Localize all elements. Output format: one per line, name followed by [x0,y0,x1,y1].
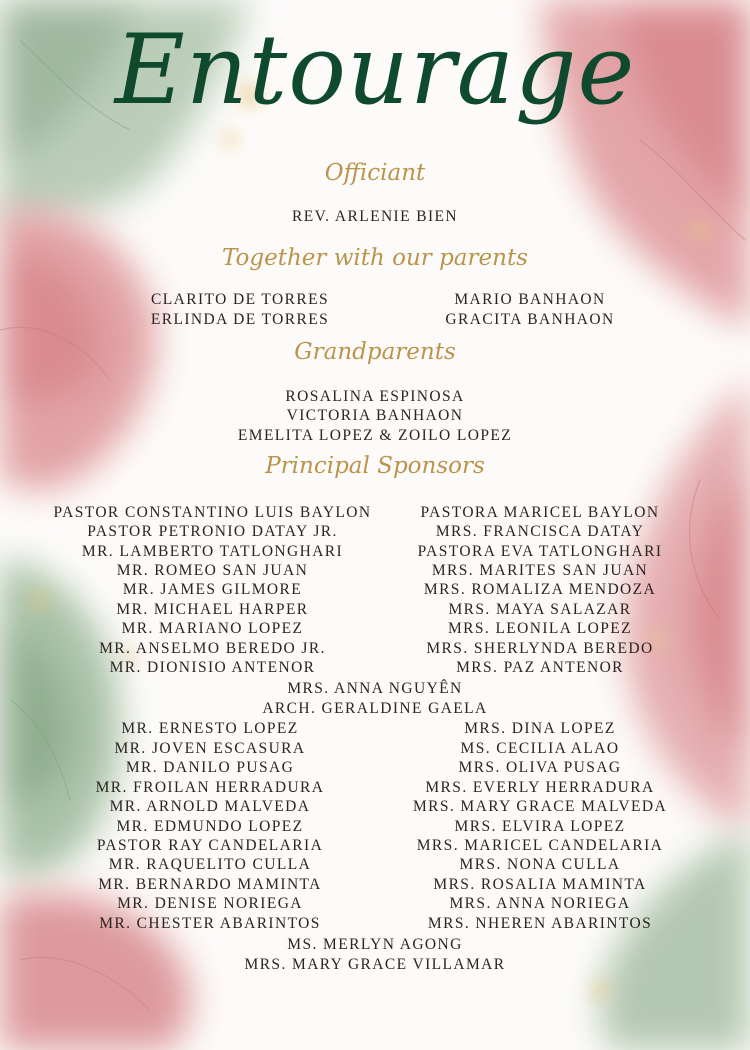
sponsor-single: MRS. MARY GRACE VILLAMAR [244,956,506,973]
sponsor-right: MRS. FRANCISCA DATAY [435,523,645,540]
sponsor-left: MR. ANSELMO BEREDO JR. [99,640,326,657]
sponsor-right: MRS. NONA CULLA [459,856,621,873]
sponsor-left: MR. RAQUELITO CULLA [108,856,312,873]
grandparent-name: ROSALINA ESPINOSA [285,388,465,405]
parent-left: CLARITO DE TORRES [151,291,329,308]
sponsor-left: MR. MICHAEL HARPER [116,601,309,618]
sponsor-left: MR. ARNOLD MALVEDA [109,798,311,815]
sponsor-right: MRS. DINA LOPEZ [464,720,616,737]
sponsor-right: MRS. ROMALIZA MENDOZA [423,581,657,598]
sponsor-left: MR. JOVEN ESCASURA [114,740,306,757]
sponsor-right: MRS. MARY GRACE MALVEDA [412,798,668,815]
sponsor-right: PASTORA EVA TATLONGHARI [417,543,663,560]
sponsor-right: MRS. SHERLYNDA BEREDO [426,640,654,657]
sponsor-left: MR. DENISE NORIEGA [117,895,303,912]
sponsor-left: PASTOR RAY CANDELARIA [96,837,324,854]
sponsor-single: ARCH. GERALDINE GAELA [262,700,488,717]
sponsor-left: MR. DIONISIO ANTENOR [109,659,316,676]
sponsor-left: MR. EDMUNDO LOPEZ [116,818,304,835]
sponsor-right: MRS. MAYA SALAZAR [448,601,632,618]
heading-sponsors: Principal Sponsors [265,453,485,479]
sponsor-right: PASTORA MARICEL BAYLON [420,504,660,521]
sponsor-right: MRS. ELVIRA LOPEZ [454,818,626,835]
officiant-name: REV. ARLENIE BIEN [291,208,459,225]
sponsor-left: MR. CHESTER ABARINTOS [99,915,321,932]
heading-parents: Together with our parents [222,245,528,271]
card-title: Entourage [114,14,636,126]
sponsor-right: MRS. ROSALIA MAMINTA [433,876,647,893]
parent-left: ERLINDA DE TORRES [150,311,330,328]
sponsor-left: PASTOR CONSTANTINO LUIS BAYLON [53,504,372,521]
sponsor-left: MR. DANILO PUSAG [125,759,295,776]
parent-right: GRACITA BANHAON [445,311,615,328]
sponsor-left: MR. BERNARDO MAMINTA [98,876,322,893]
sponsor-left: MR. ERNESTO LOPEZ [121,720,299,737]
heading-officiant: Officiant [324,160,426,186]
sponsor-left: MR. JAMES GILMORE [122,581,303,598]
grandparent-name: EMELITA LOPEZ & ZOILO LOPEZ [237,427,513,444]
grandparent-name: VICTORIA BANHAON [286,407,464,424]
sponsor-right: MRS. PAZ ANTENOR [456,659,624,676]
sponsor-left: MR. FROILAN HERRADURA [95,779,325,796]
sponsor-single: MRS. ANNA NGUYÊN [287,680,463,697]
sponsor-left: MR. ROMEO SAN JUAN [116,562,309,579]
sponsor-right: MRS. MARITES SAN JUAN [431,562,649,579]
sponsor-right: MRS. NHEREN ABARINTOS [427,915,653,932]
sponsor-right: MRS. MARICEL CANDELARIA [416,837,664,854]
sponsor-left: MR. MARIANO LOPEZ [121,620,304,637]
sponsor-single: MS. MERLYN AGONG [287,936,463,953]
sponsor-right: MRS. OLIVA PUSAG [458,759,622,776]
sponsor-right: MRS. ANNA NORIEGA [449,895,631,912]
sponsor-right: MRS. EVERLY HERRADURA [425,779,655,796]
heading-grandparents: Grandparents [294,339,456,365]
sponsor-left: MR. LAMBERTO TATLONGHARI [81,543,344,560]
sponsor-left: PASTOR PETRONIO DATAY JR. [87,523,338,540]
sponsor-right: MRS. LEONILA LOPEZ [447,620,633,637]
sponsor-right: MS. CECILIA ALAO [460,740,620,757]
parent-right: MARIO BANHAON [454,291,606,308]
